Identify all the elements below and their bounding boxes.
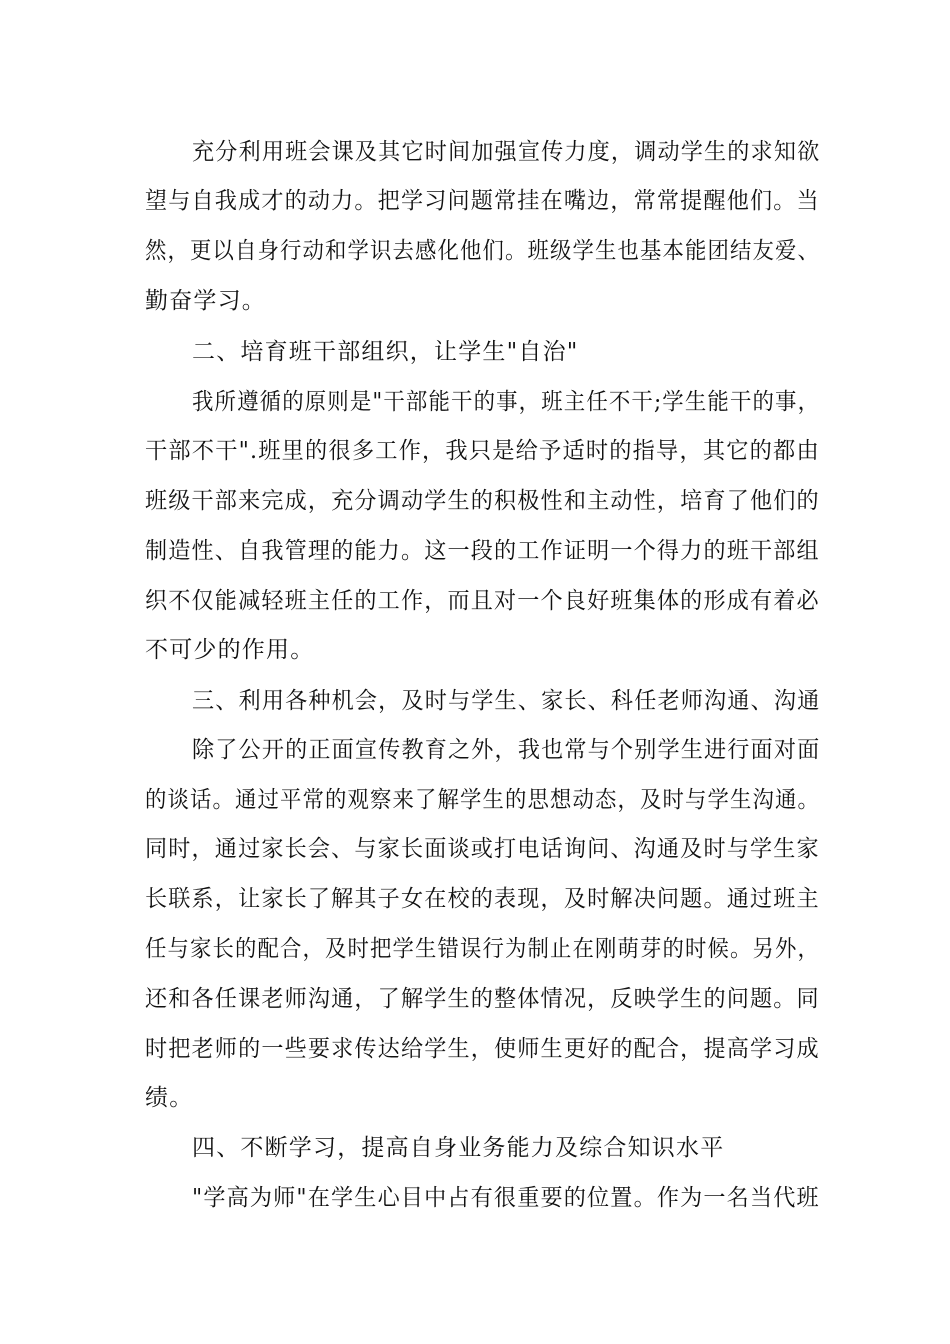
paragraph-2-line-5: 织不仅能减轻班主任的工作，而且对一个良好班集体的形成有着必 [145, 588, 820, 614]
paragraph-2-line-3: 班级干部来完成，充分调动学生的积极性和主动性，培育了他们的 [145, 488, 820, 514]
section-heading-2: 二、培育班干部组织，让学生"自治" [192, 339, 579, 365]
paragraph-1-line-4: 勤奋学习。 [145, 288, 266, 314]
paragraph-1-line-3: 然，更以自身行动和学识去感化他们。班级学生也基本能团结友爱、 [145, 238, 821, 264]
paragraph-4-line-1: "学高为师"在学生心目中占有很重要的位置。作为一名当代班 [192, 1185, 820, 1211]
paragraph-3-line-1: 除了公开的正面宣传教育之外，我也常与个别学生进行面对面 [192, 737, 821, 763]
paragraph-3-line-8: 绩。 [145, 1085, 194, 1111]
section-heading-4: 四、不断学习，提高自身业务能力及综合知识水平 [192, 1135, 725, 1161]
paragraph-3-line-2: 的谈话。通过平常的观察来了解学生的思想动态，及时与学生沟通。 [145, 787, 821, 813]
paragraph-1-line-2: 望与自我成才的动力。把学习问题常挂在嘴边，常常提醒他们。当 [145, 188, 820, 214]
paragraph-1-line-1: 充分利用班会课及其它时间加强宣传力度，调动学生的求知欲 [192, 139, 821, 165]
section-heading-3: 三、利用各种机会，及时与学生、家长、科任老师沟通、沟通 [192, 688, 821, 714]
paragraph-3-line-3: 同时，通过家长会、与家长面谈或打电话询问、沟通及时与学生家 [145, 836, 820, 862]
paragraph-2-line-4: 制造性、自我管理的能力。这一段的工作证明一个得力的班干部组 [145, 538, 820, 564]
paragraph-2-line-1: 我所遵循的原则是"干部能干的事，班主任不干;学生能干的事， [192, 389, 821, 415]
paragraph-2-line-2: 干部不干".班里的很多工作，我只是给予适时的指导，其它的都由 [145, 438, 820, 464]
paragraph-2-line-6: 不可少的作用。 [145, 637, 315, 663]
paragraph-3-line-7: 时把老师的一些要求传达给学生，使师生更好的配合，提高学习成 [145, 1036, 820, 1062]
paragraph-3-line-6: 还和各任课老师沟通，了解学生的整体情况，反映学生的问题。同 [145, 986, 820, 1012]
paragraph-3-line-5: 任与家长的配合，及时把学生错误行为制止在刚萌芽的时候。另外， [145, 936, 821, 962]
paragraph-3-line-4: 长联系，让家长了解其子女在校的表现，及时解决问题。通过班主 [145, 886, 820, 912]
